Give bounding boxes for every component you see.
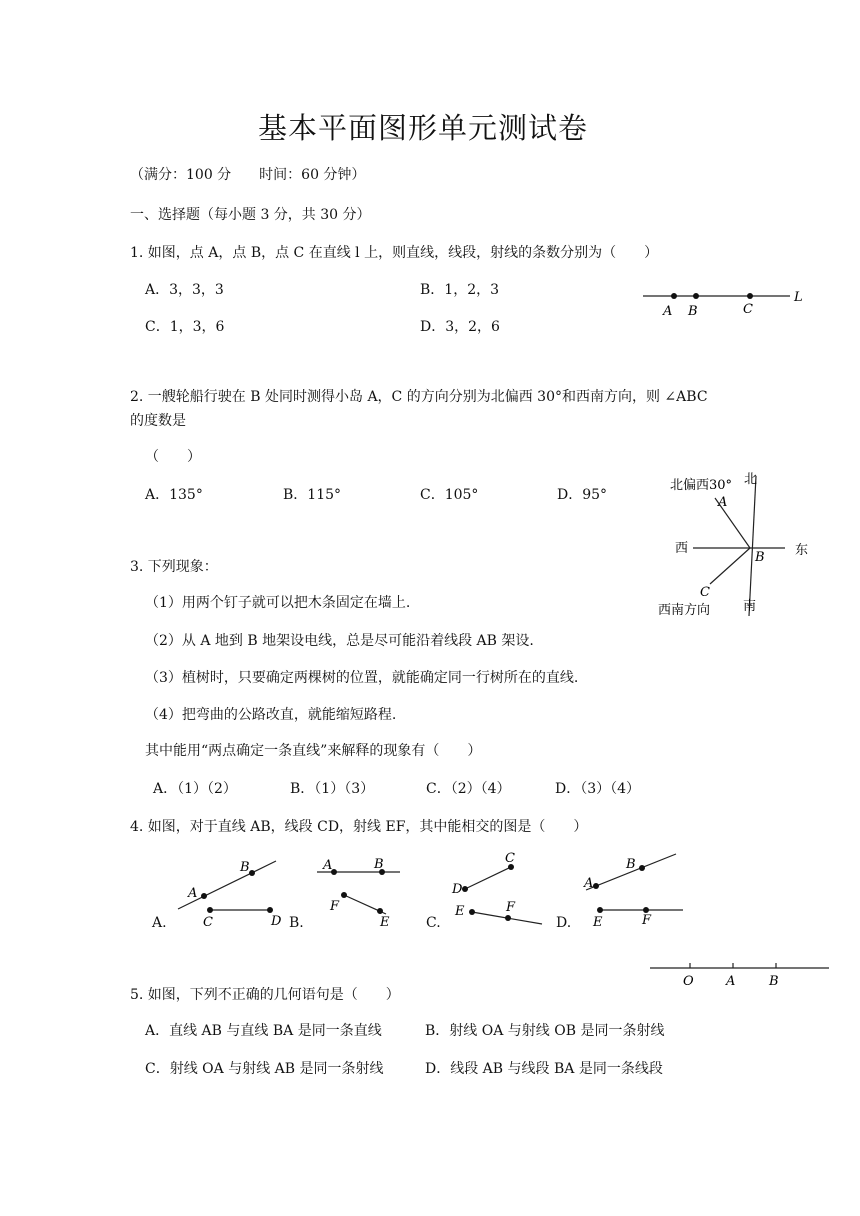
label-b: B (626, 857, 636, 872)
point-f (505, 915, 511, 921)
label-c: C (700, 585, 710, 600)
label-c: C (505, 851, 515, 866)
q3-option-d[interactable]: D．（3）（4） (555, 781, 641, 797)
label-d: D (271, 914, 282, 929)
q2-stem-line1: 2. 一艘轮船行驶在 B 处同时测得小岛 A，C 的方向分别为北偏西 30°和西南方向，则 ∠ABC (130, 389, 708, 405)
point-b (249, 870, 255, 876)
label-north: 北 (744, 472, 758, 487)
q4-figure-c[interactable] (445, 848, 555, 930)
page-title: 基本平面图形单元测试卷 (258, 111, 589, 145)
label-b: B (374, 857, 384, 872)
label-e: E (593, 915, 603, 930)
q3-statement-1: （1）用两个钉子就可以把木条固定在墙上. (145, 595, 411, 611)
q4-option-a-label[interactable]: A. (152, 915, 167, 931)
q2-option-b[interactable]: B．115° (283, 487, 342, 503)
point-b (693, 293, 699, 299)
label-b: B (240, 860, 250, 875)
q4-stem: 4. 如图，对于直线 AB，线段 CD，射线 EF，其中能相交的图是（ ） (130, 819, 588, 835)
exam-meta: （满分：100 分 时间：60 分钟） (130, 167, 366, 183)
q3-question: 其中能用“两点确定一条直线”来解释的现象有（ ） (145, 743, 482, 759)
point-e (469, 909, 475, 915)
q1-figure-line (640, 285, 815, 320)
label-d: D (452, 882, 463, 897)
section-heading: 一、选择题（每小题 3 分，共 30 分） (130, 207, 371, 223)
q5-stem: 5. 如图，下列不正确的几何语句是（ ） (130, 987, 400, 1003)
q2-option-d[interactable]: D．95° (557, 487, 608, 503)
label-south: 南 (743, 599, 757, 614)
point-f (341, 892, 347, 898)
q3-option-a[interactable]: A．（1）（2） (153, 781, 237, 797)
q5-option-c[interactable]: C．射线 OA 与射线 AB 是同一条射线 (145, 1061, 384, 1077)
q5-ray-figure (645, 958, 835, 990)
label-b: B (769, 974, 779, 989)
label-f: F (642, 913, 652, 928)
q4-figure-d[interactable] (576, 848, 691, 930)
q4-figure-b[interactable] (310, 850, 410, 930)
label-f: F (330, 899, 340, 914)
label-southwest: 西南方向 (658, 603, 711, 618)
q4-option-c-label[interactable]: C. (426, 915, 441, 931)
label-c: C (203, 915, 213, 930)
q3-option-c[interactable]: C．（2）（4） (426, 781, 511, 797)
label-nw30: 北偏西30° (670, 478, 733, 493)
point-d (462, 886, 468, 892)
q4-option-d-label[interactable]: D. (556, 915, 572, 931)
label-a: A (188, 886, 198, 901)
q3-stem: 3. 下列现象： (130, 559, 218, 575)
q5-option-a[interactable]: A．直线 AB 与直线 BA 是同一条直线 (145, 1023, 382, 1039)
point-e (597, 907, 603, 913)
q2-option-c[interactable]: C．105° (420, 487, 479, 503)
label-b: B (755, 550, 765, 565)
point-e (377, 908, 383, 914)
label-l: L (794, 290, 803, 305)
label-a: A (584, 876, 594, 891)
label-c: C (743, 302, 753, 317)
label-a: A (663, 304, 673, 319)
point-b (639, 865, 645, 871)
q4-option-b-label[interactable]: B. (289, 915, 304, 931)
label-f: F (506, 900, 516, 915)
label-a: A (323, 858, 333, 873)
q2-stem-line2: 的度数是 (130, 413, 186, 429)
label-e: E (380, 915, 390, 930)
q1-option-b[interactable]: B．1，2，3 (420, 282, 500, 298)
q1-option-a[interactable]: A．3，3，3 (145, 282, 224, 298)
q3-statement-4: （4）把弯曲的公路改直，就能缩短路程. (145, 707, 397, 723)
q3-option-b[interactable]: B．（1）（3） (290, 781, 375, 797)
q5-option-b[interactable]: B．射线 OA 与射线 OB 是同一条射线 (425, 1023, 665, 1039)
label-a: A (718, 495, 728, 510)
q3-statement-2: （2）从 A 地到 B 地架设电线，总是尽可能沿着线段 AB 架设. (145, 633, 534, 649)
q1-option-d[interactable]: D．3，2，6 (420, 319, 500, 335)
label-a: A (726, 974, 736, 989)
point-c (207, 907, 213, 913)
label-e: E (455, 904, 465, 919)
q2-compass-figure (655, 468, 820, 623)
point-a (593, 883, 599, 889)
q5-option-d[interactable]: D．线段 AB 与线段 BA 是同一条线段 (425, 1061, 663, 1077)
label-east: 东 (795, 543, 809, 558)
q1-stem: 1. 如图，点 A，点 B，点 C 在直线 l 上，则直线，线段，射线的条数分别为（ ） (130, 245, 659, 261)
q2-option-a[interactable]: A．135° (145, 487, 203, 503)
point-a (201, 893, 207, 899)
q2-answer-paren: （ ） (145, 449, 201, 465)
point-d (267, 907, 273, 913)
label-o: O (683, 974, 694, 989)
point-c (747, 293, 753, 299)
q4-figure-a[interactable] (170, 850, 285, 930)
q3-statement-3: （3）植树时，只要确定两棵树的位置，就能确定同一行树所在的直线. (145, 670, 579, 686)
q1-option-c[interactable]: C．1，3，6 (145, 319, 225, 335)
label-b: B (688, 304, 698, 319)
point-a (671, 293, 677, 299)
label-west: 西 (675, 541, 689, 556)
